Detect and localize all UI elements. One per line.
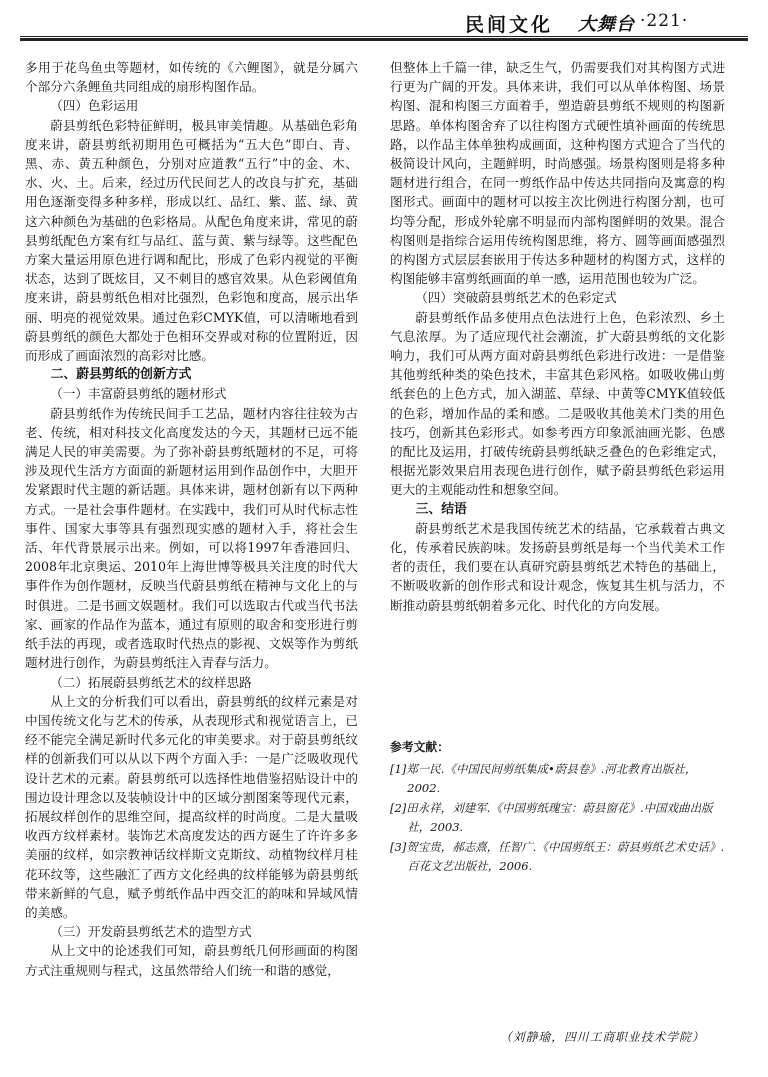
header-rule-thin [20,36,748,37]
heading-innovation: 二、蔚县剪纸的创新方式 [50,367,192,383]
paragraph-color-breakthrough: 蔚县剪纸作品多使用点色法进行上色，色彩浓烈、乡土气息浓厚。为了适应现代社会潮流，扩大蔚县剪纸的文化影响力，我们可从两方面对蔚县剪纸色彩进行改进：一是借鉴其他剪纸种类的染色技术，丰富其色彩风格。如吸收佛山剪纸套色的上色方式，加入湖蓝、草绿、中黄等CMYK值较低的色彩，增加作品的柔和感。二是吸收其他美术门类的用色技巧，创新其色彩形式。如参考西方印象派油画光影、色感的配比及运用，打破传统蔚县剪纸缺乏叠色的色彩维定式，根据光影效果启用表现色进行创作，赋予蔚县剪纸色彩运用更大的主观能动性和想象空间。 [390,309,725,498]
header-rule-thick [20,38,748,41]
references-title: 参考文献： [390,740,449,754]
reference-item: [2]田永祥，刘建军.《中国剪纸瑰宝：蔚县窗花》.中国戏曲出版社，2003. [390,800,713,834]
paragraph-conclusion: 蔚县剪纸艺术是我国传统艺术的结晶，它承载着古典文化，传承着民族韵味。发扬蔚县剪纸是每一个当代美术工作者的责任，我们要在认真研究蔚县剪纸艺术特色的基础上，不断吸收新的创作形式和设计观念，恢复其生机与活力，不断推动蔚县剪纸朝着多元化、时代化的方向发展。 [390,520,725,613]
paragraph-color-use: 蔚县剪纸色彩特征鲜明，极具审美情趣。从基础色彩角度来讲，蔚县剪纸初期用色可概括为“五大色”即白、青、黑、赤、黄五种颜色，分别对应道教“五行”中的金、木、水、火、土。后来，经过历代民间艺人的改良与扩充，基础用色逐渐变得多种多样，形成以红、品红、紫、蓝、绿、黄这六种颜色为基础的色彩格局。从配色角度来讲，常见的蔚县剪纸配色方案有红与品红、蓝与黄、紫与绿等。这些配色方案大量运用原色进行调和配比，形成了色彩内视觉的平衡状态，达到了既炫目，又不刺目的感官效果。从色彩阈值角度来讲，蔚县剪纸色相对比强烈，色彩饱和度高，展示出华丽、明亮的视觉效果。通过色彩CMYK值，可以清晰地看到蔚县剪纸的颜色大都处于色相环交界或对称的位置附近，因而形成了画面浓烈的高彩对比感。 [25,117,358,364]
paragraph-theme: 蔚县剪纸作为传统民间手工艺品，题材内容往往较为古老、传统，相对科技文化高度发达的今天，其题材已远不能满足人民的审美需要。为了弥补蔚县剪纸题材的不足，可将涉及现代生活方方面面的新题材运用到作品创作中，大胆开发紧跟时代主题的新话题。具体来讲，题材创新有以下两种方式。一是社会事件题材。在实践中，我们可从时代标志性事件、国家大事等具有强烈现实感的题材入手，将社会生活、年代背景展示出来。例如，可以将1997年香港回归、2008年北京奥运、2010年上海世博等极具关注度的时代大事件作为创作题材，反映当代蔚县剪纸在精神与文化上的与时俱进。二是书画文娱题材。我们可以选取古代或当代书法家、画家的作品作为蓝本，通过有原则的取舍和变形进行剪纸手法的再现，或者选取时代热点的影视、文娱等作为剪纸题材进行创作，为蔚县剪纸注入青春与活力。 [25,405,358,671]
heading-form: （三）开发蔚县剪纸艺术的造型方式 [50,924,252,940]
author-affiliation: （刘静瑜，四川工商职业技术学院） [500,1030,705,1044]
heading-color-use: （四）色彩运用 [50,98,139,114]
page-header [0,0,768,48]
heading-color-breakthrough: （四）突破蔚县剪纸艺术的色彩定式 [415,290,617,306]
section-title: 民间文化 [465,14,554,36]
heading-pattern: （二）拓展蔚县剪纸艺术的纹样思路 [50,674,252,690]
paragraph-form-continued: 但整体上千篇一律，缺乏生气，仍需要我们对其构图方式进行更为广阔的开发。具体来讲，我们可以从单体构图、场景构图、混和构图三方面着手，塑造蔚县剪纸不规则的构图新思路。单体构图舍弃了以往构图方式硬性填补画面的传统思路，以作品主体单独构成画面，这种构图方式迎合了当代的极简设计风向，主题鲜明，时尚感强。场景构图则是将多种题材进行组合，在同一剪纸作品中传达共同指向及寓意的构图形式。画面中的题材可以按主次比例进行构图分割，也可均等分配，形成外轮廓不明显而内部构图鲜明的效果。混合构图则是指综合运用传统构图思维，将方、圆等画面感强烈的构图方式层层套嵌用于传达多种题材的构图方式，这样的构图能够丰富剪纸画面的单一感，运用范围也较为广泛。 [390,60,725,287]
heading-conclusion: 三、结语 [415,501,467,517]
reference-item: [3]贺宝贵，郝志熹，任智广.《中国剪纸王：蔚县剪纸艺术史话》.百花文艺出版社，2006. [390,839,725,873]
paragraph-pattern: 从上文的分析我们可以看出，蔚县剪纸的纹样元素是对中国传统文化与艺术的传承，从表现形式和视觉语言上，已经不能完全满足新时代多元化的审美要求。对于蔚县剪纸纹样的创新我们可以从以下两个方面入手：一是广泛吸收现代设计艺术的元素。蔚县剪纸可以选择性地借鉴招贴设计中的围边设计理念以及装帧设计中的区域分割图案等现代元素，拓展纹样创作的思维空间，提高纹样的时尚度。二是大量吸收西方纹样素材。装饰艺术高度发达的西方诞生了许许多多美丽的纹样，如宗教神话纹样斯文克斯纹、动植物纹样月桂花环纹等，这些融汇了西方文化经典的纹样能够为蔚县剪纸带来新鲜的气息，赋予剪纸作品中西交汇的韵味和异域风情的美感。 [25,693,358,920]
paragraph-form: 从上文中的论述我们可知，蔚县剪纸几何形画面的构图方式注重规则与程式，这虽然带给人们统一和谐的感觉， [25,943,358,978]
paragraph-intro: 多用于花鸟鱼虫等题材，如传统的《六鲤图》，就是分属六个部分六条鲤鱼共同组成的扇形构图作品。 [25,60,358,95]
magazine-name: 大舞台 [578,14,635,35]
page-number: ·221· [640,11,689,31]
references [390,738,725,877]
heading-theme: （一）丰富蔚县剪纸的题材形式 [50,386,227,402]
right-column [390,58,725,615]
left-column [25,58,358,980]
reference-item: [1]郑一民.《中国民间剪纸集成•蔚县卷》.河北教育出版社，2002. [390,761,697,795]
